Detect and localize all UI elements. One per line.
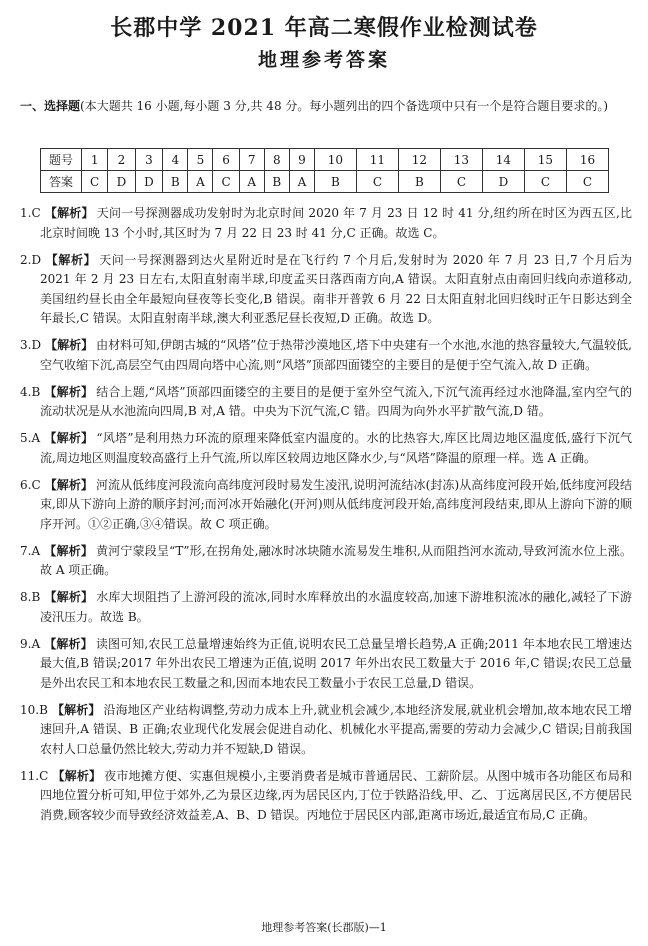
explanation-item: [20, 204, 632, 243]
answer-cell: B: [314, 171, 356, 193]
question-number-cell: 16: [566, 149, 608, 171]
question-number-cell: 13: [440, 149, 482, 171]
item-number: 3.D: [20, 338, 42, 352]
answer-cell: B: [398, 171, 440, 193]
item-text: “风塔”是利用热力环流的原理来降低室内温度的。水的比热容大,库区比周边地区温度低,盛行下沉气流,周边地区则温度较高盛行上升气流,所以库区较周边地区降水少,与“风塔”降温的原理一样。选 A 正确。: [40, 431, 632, 465]
item-number: 1.C: [20, 206, 41, 220]
answer-cell: C: [524, 171, 566, 193]
explanation-item: [20, 588, 632, 627]
explanation-item: [20, 383, 632, 422]
question-number-cell: 1: [82, 149, 108, 171]
page-subtitle: 地理参考答案: [257, 49, 390, 71]
question-number-row: [41, 149, 609, 171]
question-number-cell: 2: [108, 149, 135, 171]
answer-cell: C: [440, 171, 482, 193]
analysis-tag: 【解析】: [44, 431, 94, 445]
question-number-cell: 7: [239, 149, 264, 171]
explanation-item: [20, 767, 632, 826]
item-text: 水库大坝阻挡了上游河段的流冰,同时水库释放出的水温度较高,加速下游堆积流冰的融化,减轻了下游凌汛压力。故选 B。: [40, 590, 632, 624]
item-number: 7.A: [20, 543, 41, 558]
explanation-item: [20, 429, 632, 468]
analysis-tag: 【解析】: [44, 636, 93, 651]
question-number-cell: 5: [188, 149, 213, 171]
item-text: 天问一号探测器到达火星附近时是在飞行约 7 个月后,发射时为 2020 年 7 月 23 日,7 个月后为 2021 年 2 月 23 日左右,太阳直射南半球,印度孟买日落西南方向,A 错误。太阳直射点由南回归线向赤道移动,美国纽约昼长由全年最短向昼夜等长变化,B 错误。南非开普敦 6 月 22 日太阳直射北回归线时正午日影达到全年最长,C 错误。太阳直射南半球,澳大利亚悉尼昼长夜短,D 正确。故选 D。: [40, 252, 632, 325]
item-text: 读图可知,农民工总量增速始终为正值,说明农民工总量呈增长趋势,A 正确;2011 年本地农民工增速达最大值,B 错误;2017 年外出农民工增速为正值,说明 2017 年外出农民工数量大于 2016 年,C 错误;农民工总量是外出农民工和本地农民工数量之和,因而本地农民工数量小于农民工总量,D 错误。: [40, 636, 632, 690]
explanation-list: [20, 204, 632, 833]
analysis-tag: 【解析】: [45, 252, 97, 267]
item-text: 河流从低纬度河段流向高纬度河段时易发生凌汛,说明河流结冰(封冻)从高纬度河段开始,低纬度河段结束,即从下游向上游的顺序封河;而河冰开始融化(开河)则从低纬度河段开始,高纬度河段结束,即从上游向下游的顺序开河。①②正确,③④错误。故 C 项正确。: [40, 477, 632, 531]
item-number: 11.C: [20, 768, 49, 783]
page-title: 长郡中学 2021 年高二寒假作业检测试卷: [110, 15, 538, 41]
analysis-tag: 【解析】: [44, 543, 94, 558]
item-text: 黄河宁蒙段呈“T”形,在拐角处,融冰时冰块随水流易发生堆积,从而阻挡河水流动,导致河流水位上涨。故 A 项正确。: [40, 543, 632, 577]
answer-table: [40, 148, 609, 193]
item-text: 夜市地摊方便、实惠但规模小,主要消费者是城市普通居民、工薪阶层。从图中城市各功能区布局和四地位置分析可知,甲位于郊外,乙为景区边缘,丙为居民区内,丁位于铁路沿线,甲、乙、丁远离居民区,不方便居民消费,顾客较少而导致经济效益差,A、B、D 错误。丙地位于居民区内部,距离市场近,最适宜布局,C 正确。: [40, 768, 632, 822]
item-number: 2.D: [20, 252, 42, 267]
item-number: 4.B: [20, 384, 41, 399]
question-number-cell: 12: [398, 149, 440, 171]
answer-cell: A: [289, 171, 314, 193]
question-number-cell: 4: [163, 149, 188, 171]
question-number-cell: 14: [482, 149, 524, 171]
analysis-tag: 【解析】: [45, 338, 94, 352]
question-number-cell: 11: [356, 149, 398, 171]
item-number: 8.B: [20, 590, 41, 604]
answer-cell: C: [82, 171, 108, 193]
answer-cell: C: [356, 171, 398, 193]
page-footer: 地理参考答案(长郡版)—1: [261, 921, 387, 934]
analysis-tag: 【解析】: [52, 768, 102, 783]
question-number-cell: 6: [213, 149, 239, 171]
question-number-cell: 10: [314, 149, 356, 171]
explanation-item: [20, 635, 632, 694]
item-number: 6.C: [20, 477, 41, 492]
explanation-item: [20, 542, 632, 581]
analysis-tag: 【解析】: [44, 206, 94, 220]
analysis-tag: 【解析】: [44, 590, 94, 604]
row-label-answer: 答案: [41, 171, 82, 193]
item-text: 由材料可知,伊朗古城的“风塔”位于热带沙漠地区,塔下中央建有一个水池,水池的热容量较大,气温较低,空气收缩下沉,高层空气由四周向塔中心流,则“风塔”顶部四面镂空的主要目的是便于空气流入,故 D 正确。: [40, 338, 632, 372]
section-heading: 一、选择题: [20, 99, 81, 113]
item-text: 沿海地区产业结构调整,劳动力成本上升,就业机会减少,本地经济发展,就业机会增加,故本地农民工增速回升,A 错误、B 正确;农业现代化发展会促进自动化、机械化水平提高,需要的劳动力会减少,C 错误;目前我国农村人口总量仍然比较大,劳动力并不短缺,D 错误。: [40, 702, 632, 756]
item-number: 5.A: [20, 431, 41, 445]
item-text: 结合上题,“风塔”顶部四面镂空的主要目的是便于室外空气流入,下沉气流再经过水池降温,室内空气的流动状况是从水池流向四周,B 对,A 错。中央为下沉气流,C 错。四周为向外水平扩散气流,D 错。: [40, 384, 632, 418]
question-number-cell: 15: [524, 149, 566, 171]
analysis-tag: 【解析】: [51, 702, 101, 717]
section-description: (本大题共 16 小题,每小题 3 分,共 48 分。每小题列出的四个备选项中只有一个是符合题目要求的。): [80, 99, 609, 113]
explanation-item: [20, 701, 632, 760]
explanation-item: [20, 251, 632, 329]
analysis-tag: 【解析】: [44, 384, 94, 399]
item-number: 10.B: [20, 702, 48, 717]
answer-row: [41, 171, 609, 193]
answer-cell: B: [264, 171, 289, 193]
answer-cell: D: [108, 171, 135, 193]
item-text: 天问一号探测器成功发射时为北京时间 2020 年 7 月 23 日 12 时 41 分,纽约所在时区为西五区,比北京时间晚 13 个小时,其区时为 7 月 22 日 23 时 41 分,C 正确。故选 C。: [40, 206, 632, 240]
row-label-number: 题号: [41, 149, 82, 171]
question-number-cell: 3: [135, 149, 162, 171]
answer-cell: C: [213, 171, 239, 193]
answer-cell: A: [188, 171, 213, 193]
explanation-item: [20, 476, 632, 535]
analysis-tag: 【解析】: [44, 477, 93, 492]
answer-cell: A: [239, 171, 264, 193]
item-number: 9.A: [20, 636, 41, 651]
question-number-cell: 9: [289, 149, 314, 171]
section-intro: [20, 96, 632, 117]
answer-cell: D: [482, 171, 524, 193]
answer-cell: B: [163, 171, 188, 193]
answer-cell: C: [566, 171, 608, 193]
explanation-item: [20, 336, 632, 375]
question-number-cell: 8: [264, 149, 289, 171]
answer-cell: D: [135, 171, 162, 193]
